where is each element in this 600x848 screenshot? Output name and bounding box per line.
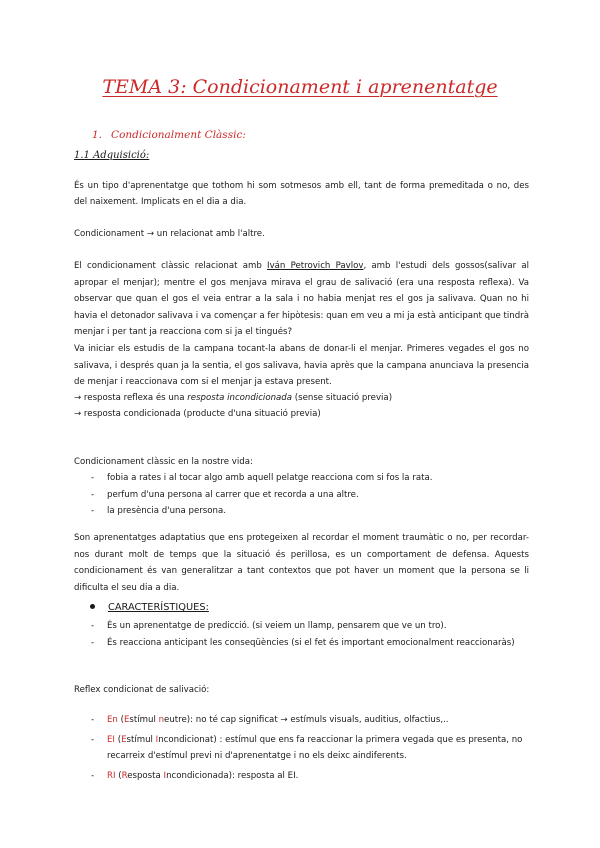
page-title: TEMA 3: Condicionament i aprenentatge bbox=[102, 76, 498, 98]
campana-paragraph: Va iniciar els estudis de la campana tocant-la abans de donar-li el menjar. Primeres vegades el gos no salivava, i després quan ja la sentia, el gos salivava, havia après que la campana anunciava la presencia de menjar i reaccionava com si el menjar ja estava present. bbox=[74, 344, 529, 388]
definition-paragraph: Condicionament → un relacionat amb l'altre. bbox=[74, 229, 265, 239]
reflexa-post: (sense situació previa) bbox=[292, 393, 393, 403]
term-item: - RI (Resposta Incondicionada): resposta al EI. bbox=[91, 770, 299, 781]
list-item: - És un aprenentatge de predicció. (si veiem un llamp, pensarem que ve un tro). bbox=[91, 621, 447, 631]
intro-line-2: del naixement. Implicats en el dia a dia. bbox=[74, 197, 247, 207]
reflexa-pre: → resposta reflexa és una bbox=[74, 393, 188, 403]
pavlov-paragraph bbox=[74, 258, 529, 341]
condicionada-line: → resposta condicionada (producte d'una situació previa) bbox=[74, 409, 321, 419]
caracteristiques-heading: CARACTERÍSTIQUES: bbox=[90, 602, 209, 613]
intro-line-1: És un tipo d'aprenentatge que tothom hi som sotmesos amb ell, tant de forma premeditada o no, des bbox=[74, 181, 529, 191]
reflex-heading: Reflex condicionat de salivació: bbox=[74, 685, 210, 695]
vida-heading: Condicionament clàssic en la nostre vida: bbox=[74, 457, 253, 467]
terms-list bbox=[74, 712, 529, 784]
list-item: - És reacciona anticipant les conseqüències (si el fet és important emocionalment reaccionaràs) bbox=[91, 637, 515, 648]
caracteristiques-list bbox=[74, 618, 529, 651]
bullet-icon bbox=[90, 604, 95, 609]
pavlov-name: Iván Petrovich Pavlov bbox=[267, 261, 364, 271]
vida-list bbox=[74, 470, 529, 520]
reflexa-line bbox=[74, 390, 529, 407]
list-item: - fobia a rates i al tocar algo amb aquell pelatge reacciona com si fos la rata. bbox=[91, 473, 433, 483]
adaptatius-paragraph: Son aprenentatges adaptatius que ens protegeixen al recordar el moment traumàtic o no, per recordar-nos durant molt de temps que la situació és perillosa, es un comportament de defensa. Aquests condicionament és van generalitzar a tant contextos que pot haver un moment que la persona se li dificulta el seu dia a dia. bbox=[74, 533, 529, 593]
section-number: 1. bbox=[92, 129, 103, 141]
term-item: - En (Estímul neutre): no té cap significat → estímuls visuals, auditius, olfactius,.. bbox=[91, 715, 449, 725]
subsection-heading: 1.1 Adquisició: bbox=[74, 150, 150, 161]
reflexa-emphasis: resposta incondicionada bbox=[187, 393, 293, 403]
pavlov-text-pre: El condicionament clàssic relacionat amb bbox=[74, 261, 268, 271]
section-label: Condicionalment Clàssic: bbox=[111, 129, 246, 141]
pavlov-text-post: , amb l'estudi dels gossos(salivar al apropar el menjar); mentre el gos menjava mirava el grau de salivació (era una resposta reflexa). Va observar que quan el gos el veia entrar a la sala i no habia menjat res el gos ja salivava. Quan no hi havia el detonador salivava i va començar a fer hipòtesis: quan em veu a mi ja està anticipant que tindrà menjar i per tant ja reacciona com si ja el tingués? bbox=[74, 261, 529, 338]
list-item: - la presència d'una persona. bbox=[91, 506, 226, 517]
term-item: - EI (Estímul Incondicionat) : estímul que ens fa reaccionar la primera vegada que es presenta, no recarreix d'estímul previ ni d'aprenentatge i no els deixc aindiferents. bbox=[91, 734, 523, 762]
list-item: - perfum d'una persona al carrer que et recorda a una altre. bbox=[91, 489, 359, 500]
section-heading bbox=[92, 129, 246, 141]
